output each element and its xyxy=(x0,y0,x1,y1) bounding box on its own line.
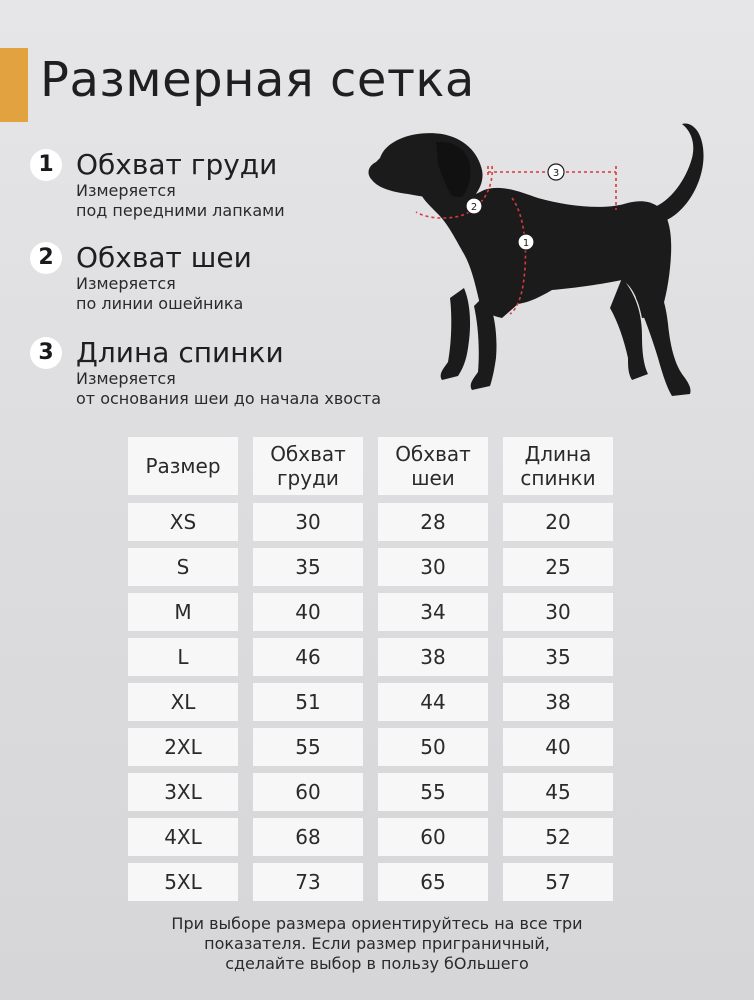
measurement-desc-line: Измеряется xyxy=(76,369,176,388)
measurement-description xyxy=(76,274,252,314)
measurement-back xyxy=(30,336,381,409)
measurement-desc-line: Измеряется xyxy=(76,181,176,200)
size-cell: L xyxy=(128,638,238,676)
back-cell: 57 xyxy=(503,863,613,901)
dog-silhouette-icon xyxy=(369,124,704,397)
back-cell: 45 xyxy=(503,773,613,811)
neck-cell: 34 xyxy=(378,593,488,631)
number-badge-1: 1 xyxy=(30,149,62,181)
svg-text:3: 3 xyxy=(552,168,560,179)
measurement-desc-line: Измеряется xyxy=(76,274,176,293)
back-cell: 35 xyxy=(503,638,613,676)
neck-cell: 60 xyxy=(378,818,488,856)
number-badge-3: 3 xyxy=(30,337,62,369)
table-row xyxy=(128,638,628,676)
marker-1 xyxy=(518,234,534,250)
neck-cell: 38 xyxy=(378,638,488,676)
chest-cell: 51 xyxy=(253,683,363,721)
table-row xyxy=(128,548,628,586)
measurement-desc-line: от основания шеи до начала хвоста xyxy=(76,389,381,408)
chest-cell: 30 xyxy=(253,503,363,541)
table-row xyxy=(128,863,628,901)
table-row xyxy=(128,593,628,631)
svg-text:1: 1 xyxy=(522,238,530,249)
size-cell: 4XL xyxy=(128,818,238,856)
table-header-row xyxy=(128,437,628,495)
measurement-description xyxy=(76,181,285,221)
page-title: Размерная сетка xyxy=(40,52,475,108)
back-cell: 25 xyxy=(503,548,613,586)
size-cell: S xyxy=(128,548,238,586)
size-cell: 5XL xyxy=(128,863,238,901)
chest-cell: 35 xyxy=(253,548,363,586)
neck-cell: 65 xyxy=(378,863,488,901)
table-row xyxy=(128,773,628,811)
table-row xyxy=(128,683,628,721)
size-cell: XL xyxy=(128,683,238,721)
svg-text:2: 2 xyxy=(470,202,478,213)
measurement-chest xyxy=(30,148,285,221)
size-cell: M xyxy=(128,593,238,631)
measurement-desc-line: по линии ошейника xyxy=(76,294,244,313)
neck-cell: 55 xyxy=(378,773,488,811)
chest-cell: 55 xyxy=(253,728,363,766)
measurement-description xyxy=(76,369,381,409)
chest-cell: 68 xyxy=(253,818,363,856)
measurement-neck xyxy=(30,241,252,314)
measurement-desc-line: под передними лапками xyxy=(76,201,285,220)
back-cell: 20 xyxy=(503,503,613,541)
measurement-title: Обхват шеи xyxy=(76,241,252,274)
header-back: Длина спинки xyxy=(503,437,613,495)
size-cell: 2XL xyxy=(128,728,238,766)
chest-cell: 60 xyxy=(253,773,363,811)
header-chest: Обхват груди xyxy=(253,437,363,495)
accent-bar xyxy=(0,48,28,122)
table-row xyxy=(128,728,628,766)
neck-cell: 28 xyxy=(378,503,488,541)
neck-cell: 44 xyxy=(378,683,488,721)
header-neck: Обхват шеи xyxy=(378,437,488,495)
back-cell: 52 xyxy=(503,818,613,856)
neck-cell: 30 xyxy=(378,548,488,586)
size-table xyxy=(128,437,628,908)
table-row xyxy=(128,503,628,541)
measurement-title: Обхват груди xyxy=(76,148,278,181)
marker-3 xyxy=(548,164,564,180)
number-badge-2: 2 xyxy=(30,242,62,274)
back-cell: 30 xyxy=(503,593,613,631)
marker-2 xyxy=(466,198,482,214)
table-row xyxy=(128,818,628,856)
back-cell: 40 xyxy=(503,728,613,766)
size-cell: 3XL xyxy=(128,773,238,811)
footnote: При выборе размера ориентируйтесь на все три показателя. Если размер приграничный, сделайте выбор в пользу бОльшего xyxy=(171,914,583,973)
chest-cell: 46 xyxy=(253,638,363,676)
measurement-title: Длина спинки xyxy=(76,336,284,369)
chest-cell: 73 xyxy=(253,863,363,901)
size-cell: XS xyxy=(128,503,238,541)
back-cell: 38 xyxy=(503,683,613,721)
dog-diagram xyxy=(352,118,734,402)
neck-cell: 50 xyxy=(378,728,488,766)
header-size: Размер xyxy=(128,437,238,495)
chest-cell: 40 xyxy=(253,593,363,631)
